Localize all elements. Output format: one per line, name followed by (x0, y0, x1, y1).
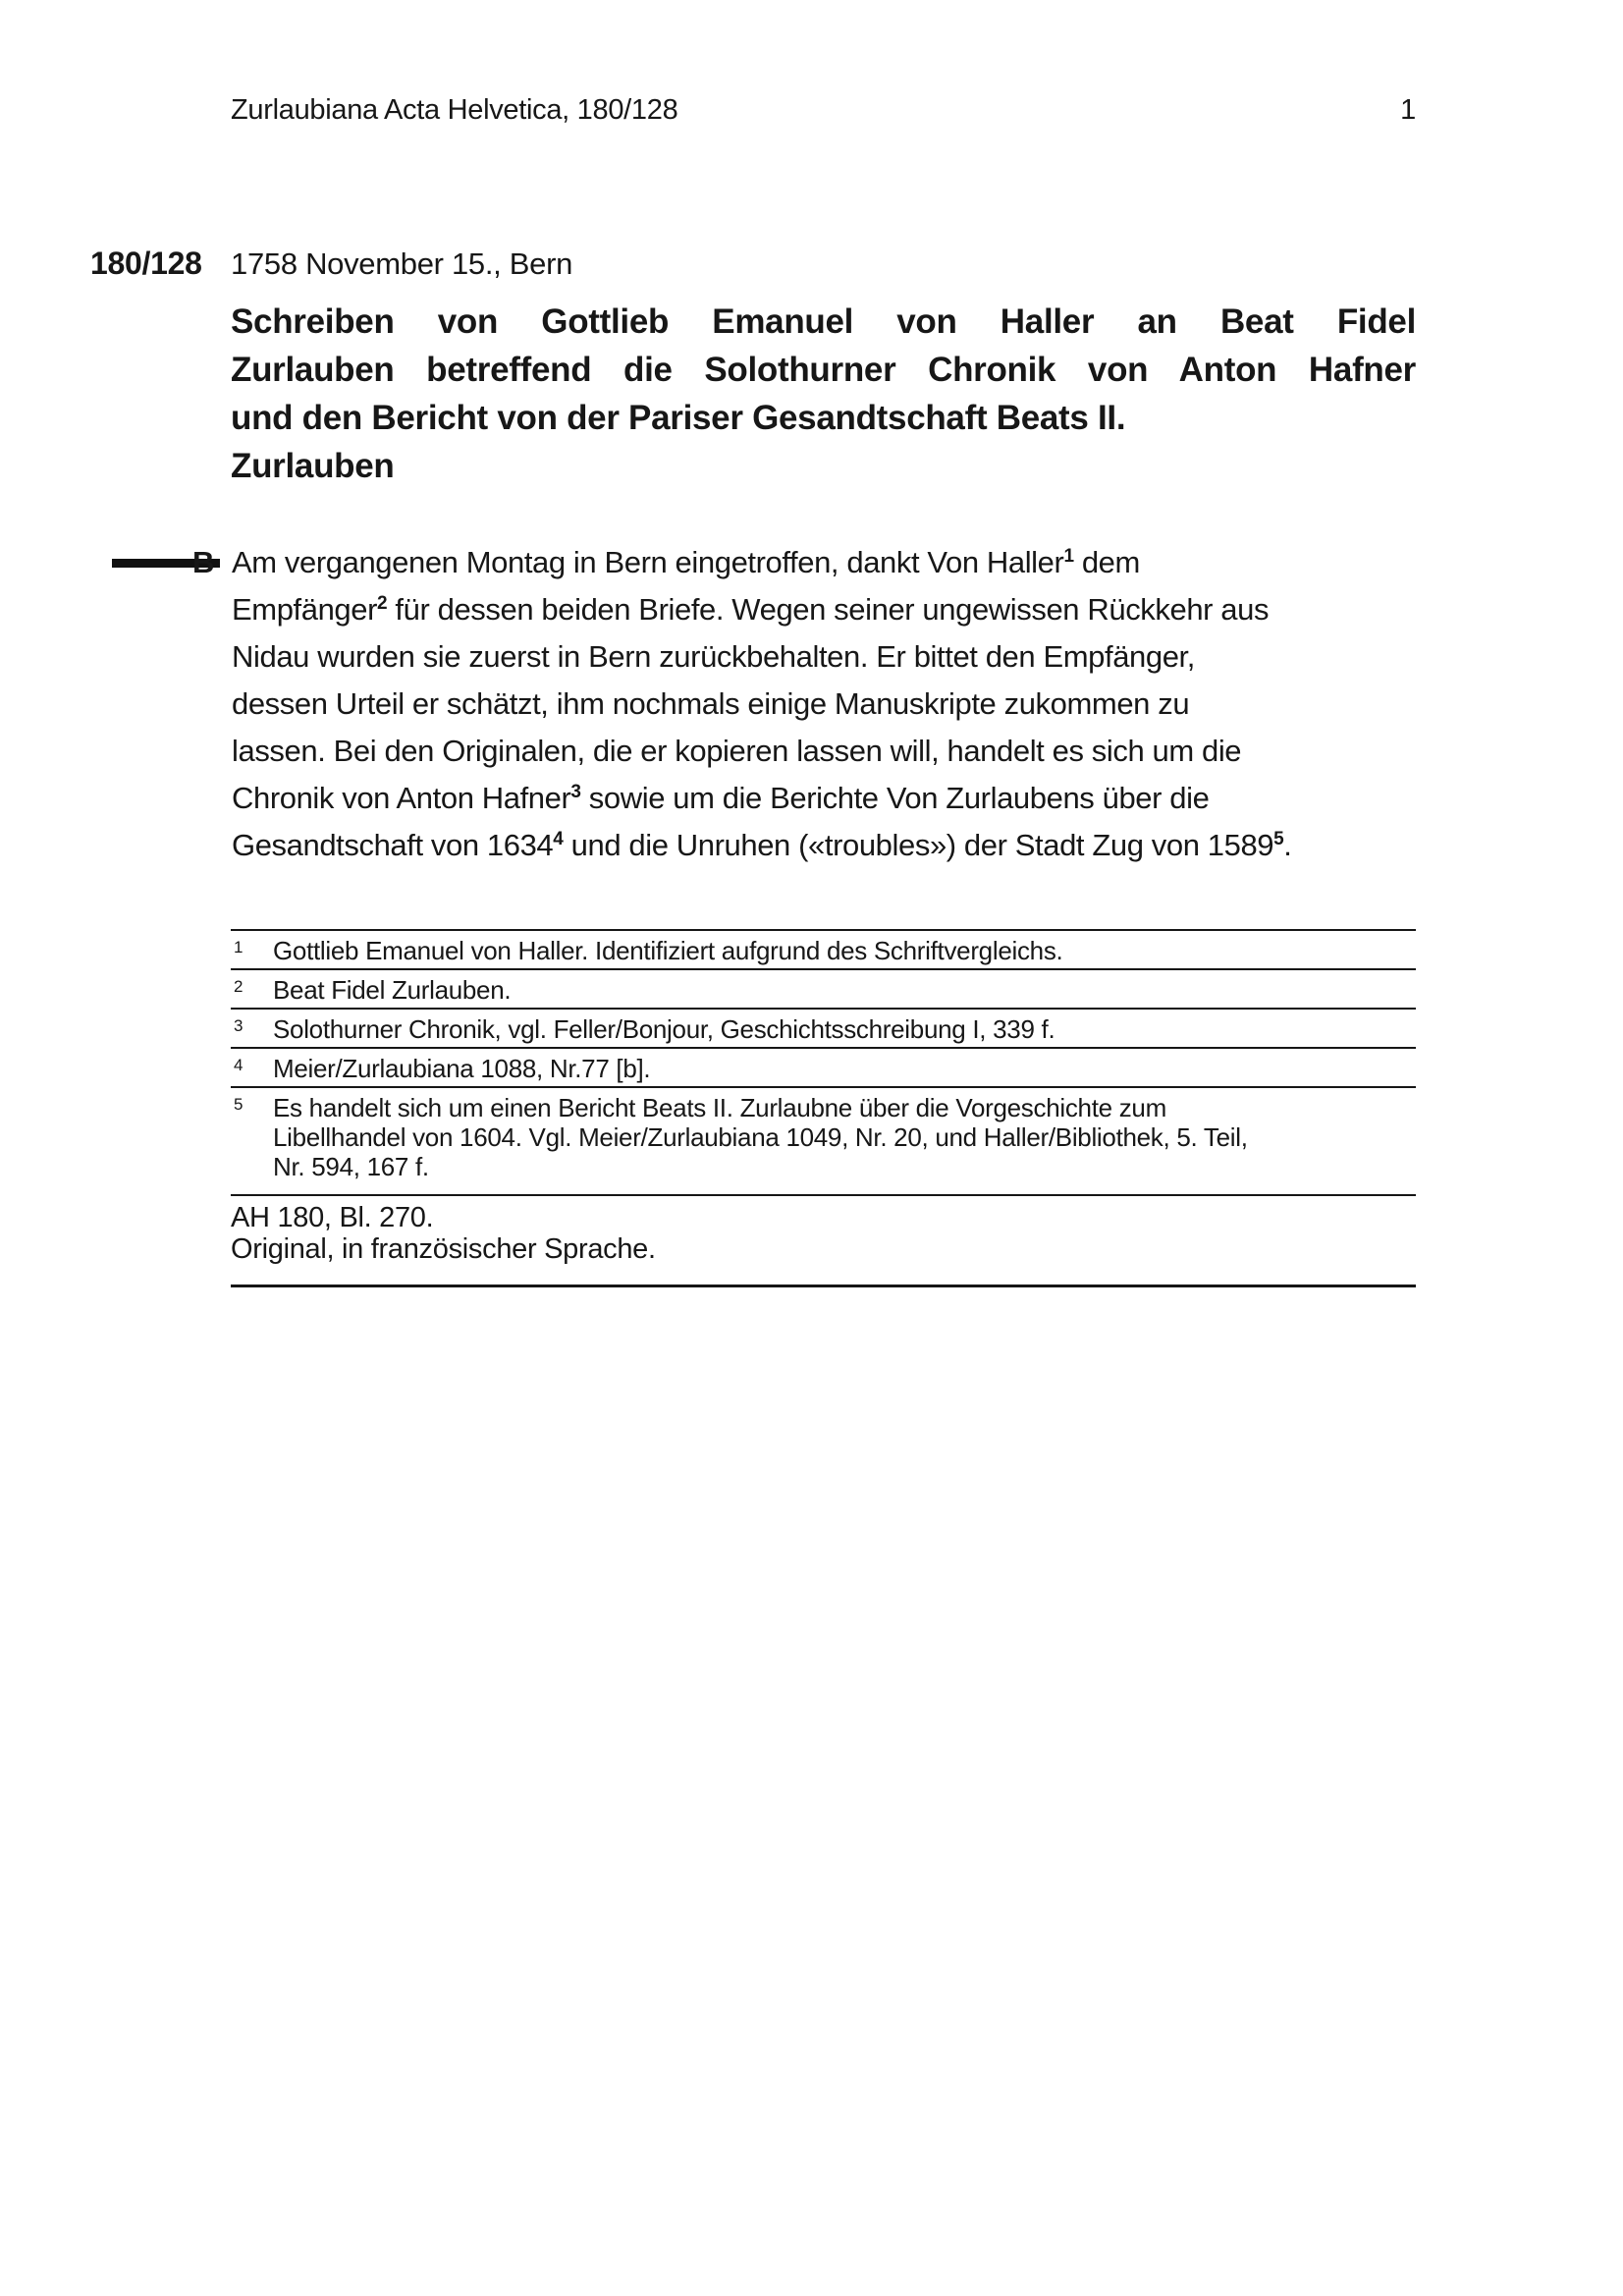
title-line: und den Bericht von der Pariser Gesandtschaft Beats II. (231, 399, 1126, 437)
summary-line: Am vergangenen Montag in Bern eingetroffen, dankt Von Haller$^1$ dem (232, 545, 1140, 579)
running-header (231, 94, 1416, 127)
source-reference: AH 180, Bl. 270. (231, 1202, 434, 1233)
summary-paragraph (232, 539, 1425, 869)
summary-line: Chronik von Anton Hafner$^3$ sowie um die Berichte Von Zurlaubens über die (232, 781, 1210, 815)
entry-dateline: 1758 November 15., Bern (231, 246, 573, 281)
title-line: Zurlauben (231, 447, 395, 485)
running-header-title: Zurlaubiana Acta Helvetica, 180/128 (231, 94, 678, 126)
footnote-line: Es handelt sich um einen Bericht Beats II. Zurlaubne über die Vorgeschichte zum (273, 1093, 1166, 1122)
footnote-number: 5 (234, 1095, 243, 1114)
summary-line: Empfänger$^2$ für dessen beiden Briefe. Wegen seiner ungewissen Rückkehr aus (232, 592, 1270, 627)
page-number: 1 (1400, 94, 1416, 126)
footnote (231, 929, 1416, 968)
footnote-marker: 3 (570, 782, 581, 802)
footnote-number: 3 (234, 1016, 243, 1035)
footnote (231, 1047, 1416, 1086)
footnote-line: Meier/Zurlaubiana 1088, Nr.77 [b]. (273, 1054, 651, 1083)
source-description: Original, in französischer Sprache. (231, 1233, 656, 1265)
footnote-line: Solothurner Chronik, vgl. Feller/Bonjour, Geschichtsschreibung I, 339 f. (273, 1014, 1055, 1044)
summary-line: Nidau wurden sie zuerst in Bern zurückbehalten. Er bittet den Empfänger, (232, 639, 1195, 674)
footnote-number: 4 (234, 1056, 243, 1074)
footnote-text (273, 1014, 1416, 1044)
title-line: Zurlauben betreffend die Solothurner Chronik von Anton Hafner (231, 351, 1416, 389)
footnote-line: Nr. 594, 167 f. (273, 1152, 429, 1181)
footnote-line: Beat Fidel Zurlauben. (273, 975, 512, 1005)
footnote-text (273, 975, 1416, 1005)
summary-line: lassen. Bei den Originalen, die er kopieren lassen will, handelt es sich um die (232, 734, 1242, 768)
footnote (231, 1086, 1416, 1184)
footnote-text (273, 1093, 1416, 1181)
summary-line: dessen Urteil er schätzt, ihm nochmals einige Manuskripte zukommen zu (232, 686, 1190, 721)
footnote-text (273, 1054, 1416, 1083)
footnote-marker: 1 (1063, 546, 1074, 567)
title-line: Schreiben von Gottlieb Emanuel von Haller an Beat Fidel (231, 302, 1416, 341)
footnote-line: Gottlieb Emanuel von Haller. Identifiziert aufgrund des Schriftvergleichs. (273, 936, 1063, 965)
footnote-line: Libellhandel von 1604. Vgl. Meier/Zurlaubiana 1049, Nr. 20, und Haller/Bibliothek, 5. Teil, (273, 1122, 1248, 1152)
footnote (231, 968, 1416, 1008)
footnote-text (273, 936, 1416, 965)
footnotes-section (231, 929, 1416, 1184)
footnote-number: 1 (234, 938, 243, 957)
footnote (231, 1008, 1416, 1047)
footnote-marker: 5 (1273, 829, 1284, 849)
summary-label: B (192, 545, 215, 579)
entry-title (231, 298, 1416, 490)
source-block (231, 1194, 1416, 1287)
entry-number: 180/128 (90, 246, 202, 281)
footnote-marker: 4 (553, 829, 564, 849)
footnote-marker: 2 (377, 593, 388, 614)
footnote-number: 2 (234, 977, 243, 996)
summary-line: Gesandtschaft von 1634$^4$ und die Unruhen («troubles») der Stadt Zug von 1589$^5$. (232, 828, 1292, 862)
